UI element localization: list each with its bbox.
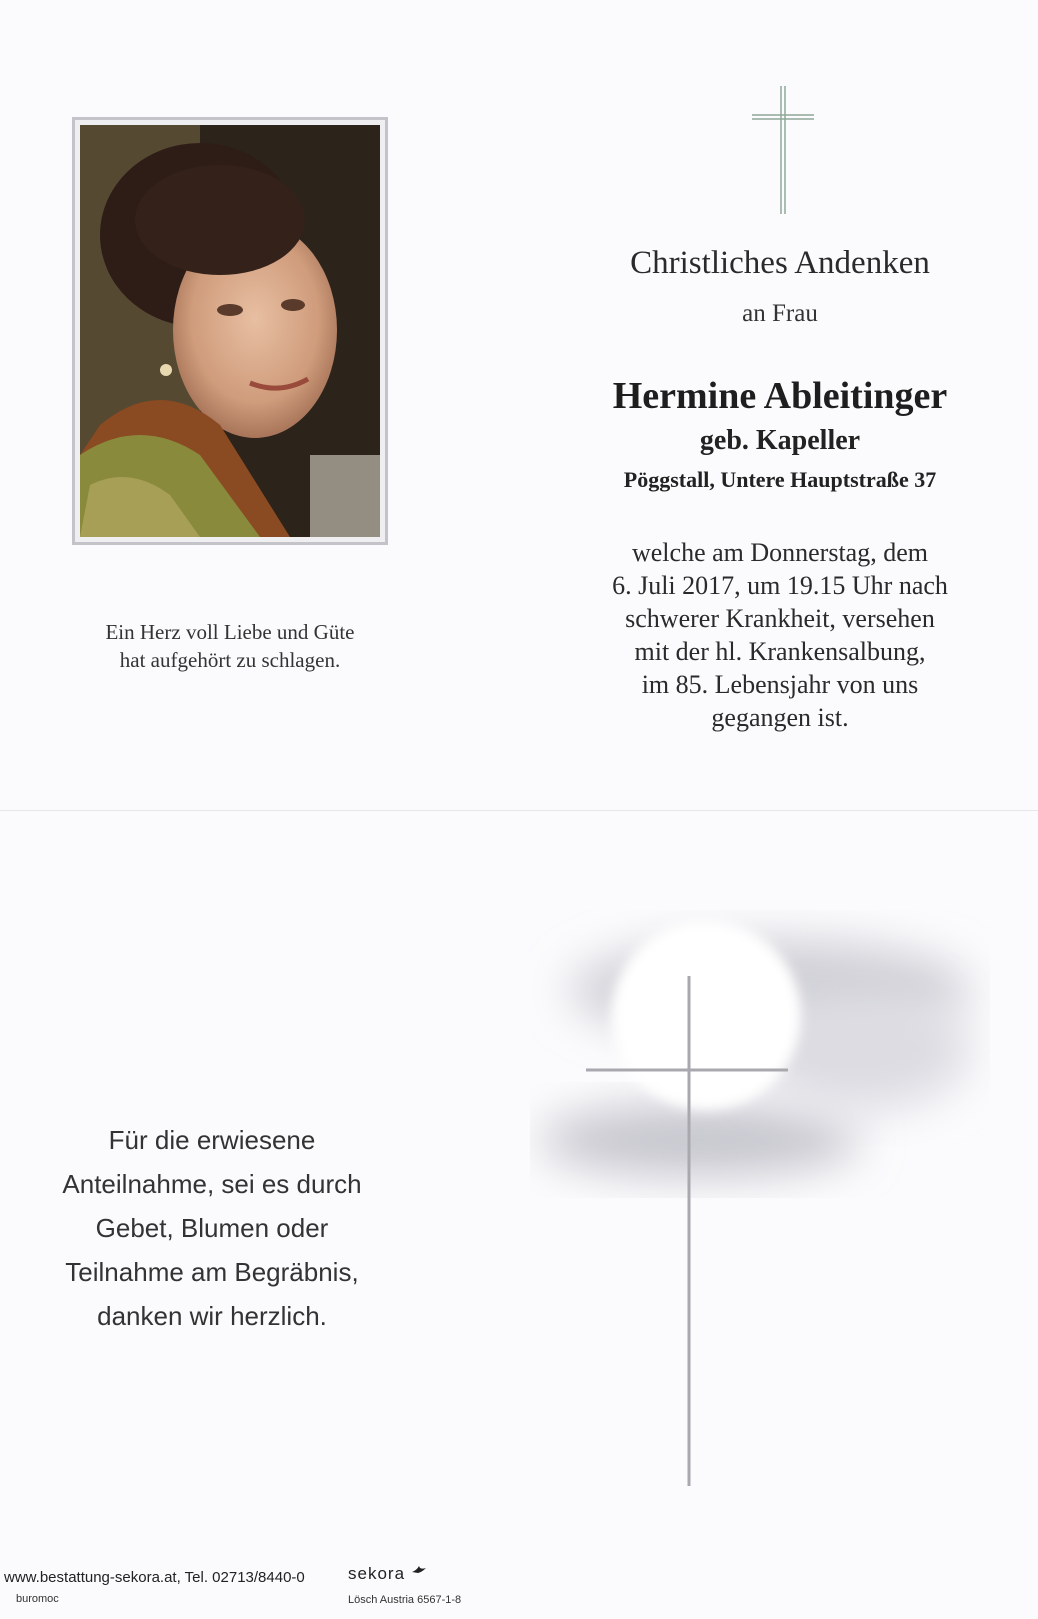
notice-line: gegangen ist.: [711, 703, 849, 732]
portrait-frame: [72, 117, 388, 545]
footer-printer: buromoc: [16, 1593, 59, 1605]
notice-line: schwerer Krankheit, versehen: [625, 604, 935, 633]
portrait-illustration: [80, 125, 380, 537]
thanks-line: Gebet, Blumen oder: [95, 1213, 329, 1243]
footer-contact: www.bestattung-sekora.at, Tel. 02713/8440-0: [4, 1569, 305, 1586]
notice-line: im 85. Lebensjahr von uns: [641, 670, 919, 699]
motto-line-1: Ein Herz voll Liebe und Güte: [105, 620, 355, 644]
portrait-photo: [80, 125, 380, 537]
brand-name: sekora: [348, 1564, 406, 1583]
footer-print-code: Lösch Austria 6567-1-8: [348, 1594, 462, 1606]
card-fold-divider: [0, 810, 1038, 811]
large-cross-icon: [586, 976, 796, 1486]
salutation-prefix: an Frau: [742, 300, 818, 327]
thanks-line: Teilnahme am Begräbnis,: [65, 1257, 359, 1287]
thanks-line: danken wir herzlich.: [97, 1301, 327, 1331]
thanks-line: Anteilnahme, sei es durch: [62, 1169, 362, 1199]
thanks-line: Für die erwiesene: [108, 1125, 316, 1155]
small-cross-icon: [752, 86, 814, 214]
deceased-name: Hermine Ableitinger: [612, 375, 948, 417]
birth-name: geb. Kapeller: [699, 425, 861, 456]
notice-line: welche am Donnerstag, dem: [631, 538, 928, 567]
deceased-address: Pöggstall, Untere Hauptstraße 37: [623, 467, 937, 492]
footer-brand: [348, 1564, 427, 1584]
memorial-heading: Christliches Andenken: [630, 245, 930, 281]
notice-line: 6. Juli 2017, um 19.15 Uhr nach: [612, 571, 948, 600]
motto-line-2: hat aufgehört zu schlagen.: [119, 648, 341, 672]
death-notice-text: [560, 536, 1000, 734]
memorial-motto: [60, 618, 400, 674]
notice-line: mit der hl. Krankensalbung,: [634, 637, 926, 666]
thanks-text: [30, 1118, 394, 1338]
dove-icon: [411, 1564, 427, 1576]
